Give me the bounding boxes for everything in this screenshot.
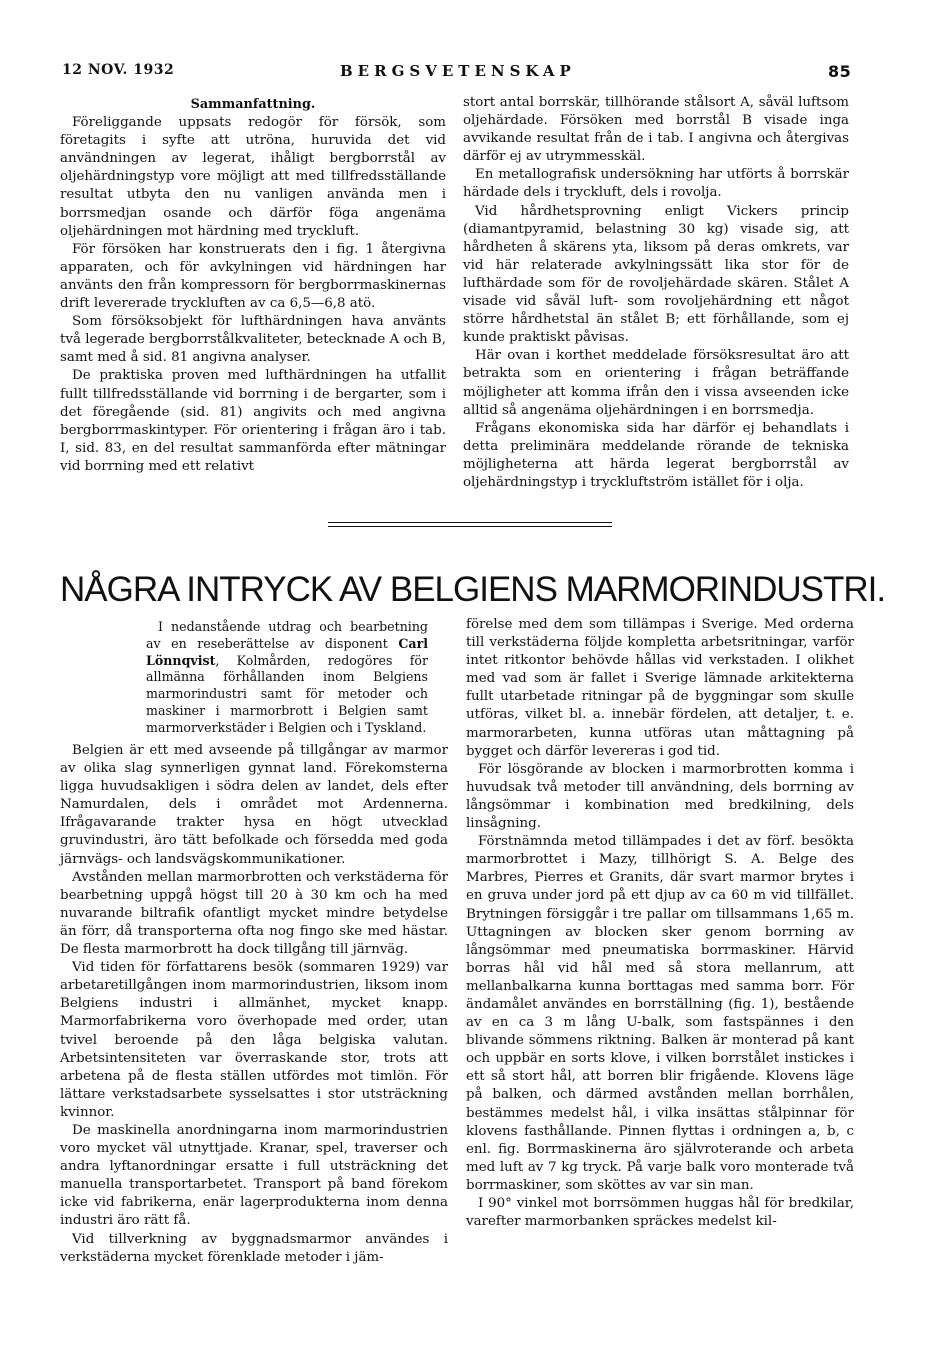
paragraph: För lösgörande av blocken i marmorbrotten komma i huvudsak två metoder till användning, dels borrning av långsömmar i kombination med bredkilning, dels linsågning.	[466, 761, 854, 832]
article-intro	[146, 619, 428, 737]
page-number: 85	[828, 62, 852, 81]
paragraph: Förstnämnda metod tillämpades i det av förf. besökta marmorbrottet i Mazy, tillhörigt S. A. Belge des Marbres, Pierres et Granits, där svart marmor brytes i en gruva under jord på ett djup av ca 60 m vid tillfället. Brytningen försiggår i tre pallar om tillsammans 1,65 m. Uttagningen av blocken sker genom borrning av långsömmar med pneumatiska borrmaskiner. Härvid borras hål vid hål med så stora mellanrum, att mellanbalkarna kunna borttagas med samma borr. För ändamålet användes en borrställning (fig. 1), bestående av en ca 3 m lång U-balk, som fastspännes i den blivande sömmens riktning. Balken är monterad på kant och uppbär en sorts klove, i vilken borrstålet instickes i ett så stort hål, att borren blir frigående. Klovens läge på balken, och därmed avstånden mellan borrhålen, bestämmes medelst hål, i vilka insättas stålpinnar för klovens fasthållande. Pinnen flyttas i ordningen a, b, c enl. fig. Borrmaskinerna äro självroterande och arbeta med luft av 7 kg tryck. På varje balk voro monterade två borrmaskiner, som sköttes av var sin man.	[466, 834, 854, 1193]
summary-right-column	[463, 94, 849, 492]
paragraph: Vid hårdhetsprovning enligt Vickers princip (diamantpyramid, belastning 30 kg) visade sig, att hårdheten å skärens yta, liksom på deras omkrets, var vid här relaterade avkylningssätt lika stor för de lufthärdade som för de rovoljehärdade skären. Stålet A visade vid såväl luft- som rovoljehärdning ett något större hårdhetstal än stålet B; ett förhållande, som ej kunde praktiskt påvisas.	[463, 203, 849, 346]
paragraph: De maskinella anordningarna inom marmorindustrien voro mycket väl utnyttjade. Kranar, spel, traverser och andra lyftanordningar ersatte i full utsträckning det manuella transportarbetet. Transport på band förekom icke vid fabrikerna, enär lagerprodukterna inom denna industri äro rätt få.	[60, 1122, 448, 1229]
intro-text: I nedanstående utdrag och bearbetning av en reseberättelse av disponent	[146, 619, 428, 651]
paragraph: förelse med dem som tillämpas i Sverige. Med orderna till verkstäderna följde kompletta arbetsritningar, varför intet ritkontor behövde hållas vid verkstaden. I olikhet med vad som är fallet i Sverige lämnade arkitekterna fullt utarbetade ritningar på de byggningar som skulle utföras, vilket bl. a. innebär fördelen, att detaljer, t. e. marmorarbeten, kunna utföras utan måttagning på bygget och därför levereras i god tid.	[466, 617, 854, 759]
paragraph: Föreliggande uppsats redogör för försök, som företagits i syfte att utröna, huruvida det vid användningen av legerat, ihåligt bergborrstål av oljehärdningstyp vore möjligt att med tillfredsställande resultat utbyta den nu vanligen använda men i borrsmedjan osande och därför föga angenäma oljehärdningen mot härdning med tryckluft.	[60, 115, 446, 239]
paragraph: stort antal borrskär, tillhörande stålsort A, såväl luftsom oljehärdade. Försöken med borrstål B visade inga avvikande resultat från de i tab. I angivna och återgivas därför ej av utrymmesskäl.	[463, 95, 849, 165]
paragraph: Frågans ekonomiska sida har därför ej behandlats i detta preliminära meddelande rörande de tekniska möjligheterna att härda legerat bergborrstål av oljehärdningstyp i tryckluftström istället för i olja.	[463, 420, 849, 490]
paragraph: De praktiska proven med lufthärdningen ha utfallit fullt tillfredsställande vid borrning i de bergarter, som i det föregående (sid. 81) angivits och med angivna bergborrmaskintyper. För orientering i frågan äro i tab. I, sid. 83, en del resultat sammanförda efter mätningar vid borrning med ett relativt	[60, 368, 446, 474]
paragraph: Som försöksobjekt för lufthärdningen hava använts två legerade bergborrstålkvaliteter, betecknade A och B, samt med å sid. 81 angivna analyser.	[60, 314, 446, 366]
paragraph: För försöken har konstruerats den i fig. 1 återgivna apparaten, och för avkylningen vid härdningen har använts den från kompressorn för bergborrmaskinernas drift levererade tryckluften av ca 6,5—6,8 atö.	[60, 241, 446, 312]
article-left-column	[60, 742, 448, 1267]
paragraph: Vid tiden för författarens besök (sommaren 1929) var arbetaretillgången inom marmorindustrien, liksom inom Belgiens industri i allmänhet, mycket knapp. Marmorfabrikerna voro överhopade med order, utan tvivel beroende på den låga belgiska valutan. Arbetsintensiteten var överraskande stor, trots att arbetena på de flesta ställen utfördes mot timlön. För lättare verkstadsarbete sysselsattes i stor utsträckning kvinnor.	[60, 960, 448, 1120]
summary-heading: Sammanfattning.	[190, 97, 316, 112]
article-right-column	[466, 616, 854, 1231]
divider-rule	[328, 522, 612, 523]
intro-text: , Kolmården, redogöres för allmänna förhållanden inom Belgiens marmorindustri samt för metoder och maskiner i marmorbrott i Belgien samt marmorverkstäder i Belgien och i Tyskland.	[146, 652, 428, 735]
divider-rule	[328, 526, 612, 527]
author-name: Carl Lönnqvist	[146, 635, 428, 668]
paragraph: Avstånden mellan marmorbrotten och verkstäderna för bearbetning uppgå högst till 20 à 30 km och ha med nuvarande biltrafik ofantligt mycket mindre betydelse än förr, då transporterna ofta nog fingo ske med hästar. De flesta marmorbrott ha dock tillgång till järnväg.	[60, 869, 448, 958]
paragraph: Vid tillverkning av byggnadsmarmor användes i verkstäderna mycket förenklade metoder i jäm-	[60, 1231, 448, 1265]
paragraph: En metallografisk undersökning har utförts å borrskär härdade dels i tryckluft, dels i rovolja.	[463, 167, 849, 201]
summary-left-column	[60, 96, 446, 476]
paragraph: I 90° vinkel mot borrsömmen huggas hål för bredkilar, varefter marmorbanken spräckes medelst kil-	[466, 1196, 854, 1230]
paragraph: Här ovan i korthet meddelade försöksresultat äro att betrakta som en orientering i frågan beträffande möjligheter att komma ifrån den i vissa avseenden icke alltid så angenäma oljehärdningen i en borrsmedja.	[463, 348, 849, 418]
article-title: NÅGRA INTRYCK AV BELGIENS MARMORINDUSTRI.	[60, 570, 886, 609]
header-date: 12 NOV. 1932	[62, 62, 175, 78]
journal-title: BERGSVETENSKAP	[340, 62, 576, 80]
paragraph: Belgien är ett med avseende på tillgångar av marmor av olika slag synnerligen gynnat land. Förekomsterna ligga huvudsakligen i södra delen av landet, dels efter Namurdalen, dels i området mot Ardennerna. Ifrågavarande trakter hysa en högt utvecklad gruvindustri, äro tätt befolkade och försedda med goda järnvägs- och landsvägskommunikationer.	[60, 743, 448, 867]
